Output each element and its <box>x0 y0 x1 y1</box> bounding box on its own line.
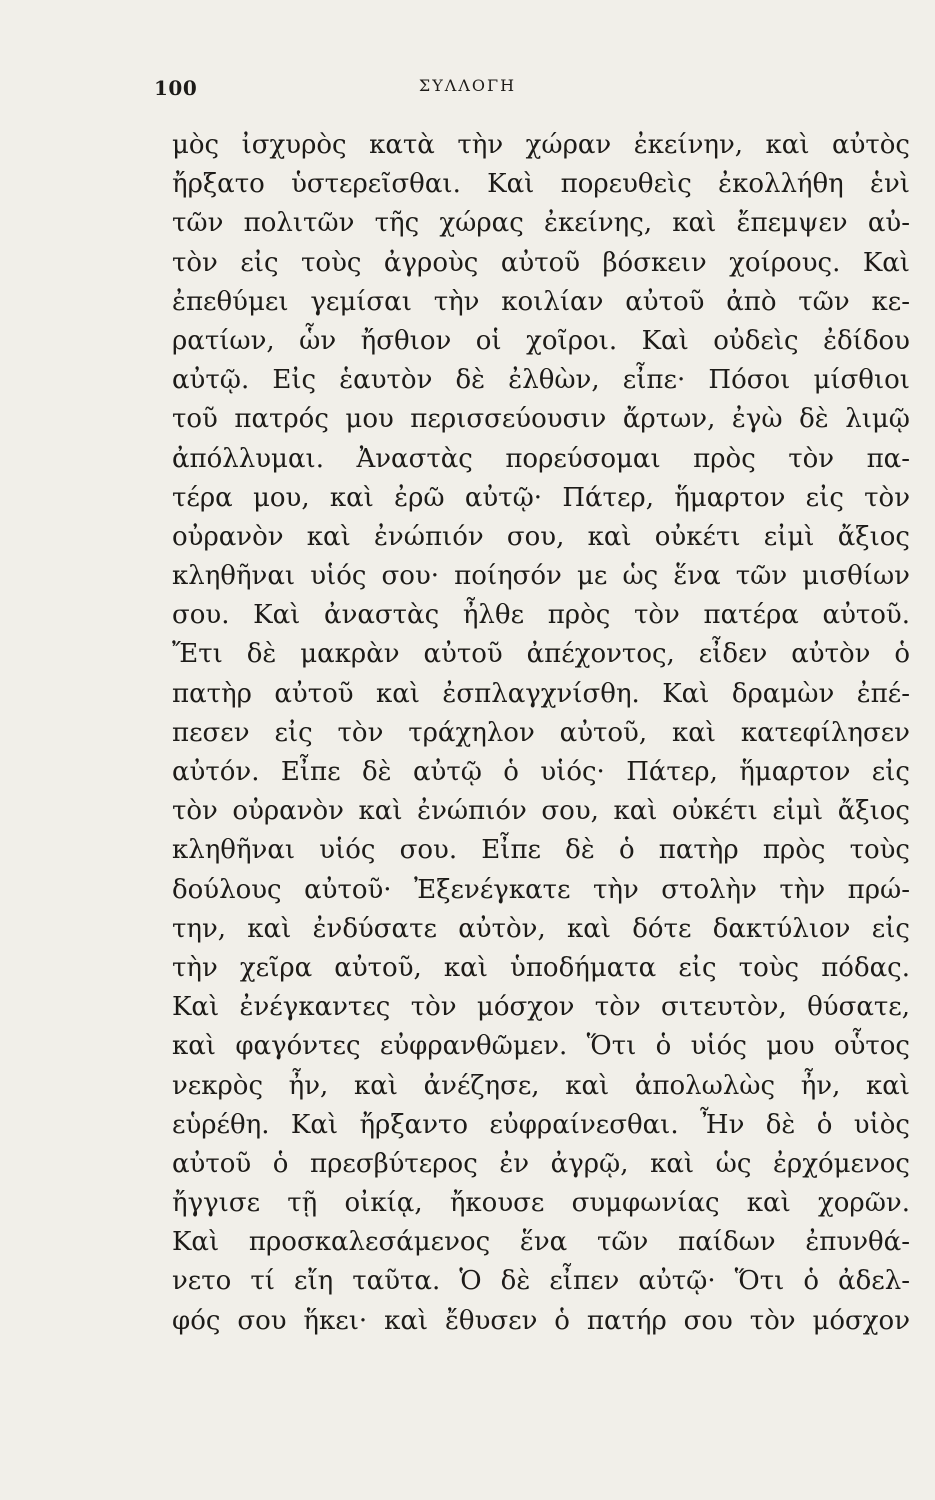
text-line: ἐπεθύμει γεμίσαι τὴν κοιλίαν αὐτοῦ ἀπὸ τῶν κε- <box>172 286 910 317</box>
text-line: φός σου ἥκει· καὶ ἔθυσεν ὁ πατήρ σου τὸν μόσχον <box>172 1305 910 1336</box>
text-line: μὸς ἰσχυρὸς κατὰ τὴν χώραν ἐκείνην, καὶ αὐτὸς <box>172 130 910 160</box>
text-line: αὐτόν. Εἶπε δὲ αὐτῷ ὁ υἱός· Πάτερ, ἥμαρτον εἰς <box>172 757 910 787</box>
text-line: εὑρέθη. Καὶ ἤρξαντο εὐφραίνεσθαι. Ἦν δὲ ὁ υἱὸς <box>172 1109 910 1140</box>
text-line: πεσεν εἰς τὸν τράχηλον αὐτοῦ, καὶ κατεφίλησεν <box>172 717 910 748</box>
text-line: ρατίων, ὧν ἤσθιον οἱ χοῖροι. Καὶ οὐδεὶς ἐδίδου <box>172 325 910 356</box>
text-line: πατὴρ αὐτοῦ καὶ ἐσπλαγχνίσθη. Καὶ δραμὼν ἐπέ- <box>172 678 910 709</box>
text-line: ἤρξατο ὑστερεῖσθαι. Καὶ πορευθεὶς ἐκολλήθη ἑνὶ <box>172 169 910 200</box>
text-line: δούλους αὐτοῦ· Ἐξενέγκατε τὴν στολὴν τὴν πρώ- <box>172 874 910 905</box>
running-head: ΣΥΛΛΟΓΗ <box>418 76 517 95</box>
text-line: νεκρὸς ἦν, καὶ ἀνέζησε, καὶ ἀπολωλὼς ἦν, καὶ <box>172 1070 910 1101</box>
text-line: αὐτοῦ ὁ πρεσβύτερος ἐν ἀγρῷ, καὶ ὡς ἐρχόμενος <box>172 1148 910 1179</box>
text-line: τῶν πολιτῶν τῆς χώρας ἐκείνης, καὶ ἔπεμψεν αὐ- <box>172 208 910 239</box>
text-line: κληθῆναι υἱός σου· ποίησόν με ὡς ἕνα τῶν μισθίων <box>172 561 910 592</box>
page-header <box>0 68 935 108</box>
text-line: την, καὶ ἐνδύσατε αὐτὸν, καὶ δότε δακτύλιον εἰς <box>172 913 910 944</box>
text-line: τέρα μου, καὶ ἐρῶ αὐτῷ· Πάτερ, ἥμαρτον εἰς τὸν <box>172 482 910 513</box>
text-line: τὴν χεῖρα αὐτοῦ, καὶ ὑποδήματα εἰς τοὺς πόδας. <box>172 952 910 983</box>
text-line: Ἔτι δὲ μακρὰν αὐτοῦ ἀπέχοντος, εἶδεν αὐτὸν ὁ <box>172 639 910 670</box>
text-line: κληθῆναι υἱός σου. Εἶπε δὲ ὁ πατὴρ πρὸς τοὺς <box>172 835 910 866</box>
body-text <box>172 126 910 1341</box>
text-line: τὸν οὐρανὸν καὶ ἐνώπιόν σου, καὶ οὐκέτι εἰμὶ ἄξιος <box>172 796 910 827</box>
text-line: τοῦ πατρός μου περισσεύουσιν ἄρτων, ἐγὼ δὲ λιμῷ <box>172 404 910 435</box>
page-number: 100 <box>154 76 198 100</box>
text-line: Καὶ προσκαλεσάμενος ἕνα τῶν παίδων ἐπυνθά- <box>172 1227 910 1258</box>
text-line: οὐρανὸν καὶ ἐνώπιόν σου, καὶ οὐκέτι εἰμὶ ἄξιος <box>172 521 910 552</box>
text-line: ἀπόλλυμαι. Ἀναστὰς πορεύσομαι πρὸς τὸν πα- <box>172 443 910 474</box>
text-line: Καὶ ἐνέγκαντες τὸν μόσχον τὸν σιτευτὸν, θύσατε, <box>172 992 910 1023</box>
text-line: καὶ φαγόντες εὐφρανθῶμεν. Ὅτι ὁ υἱός μου οὗτος <box>172 1031 910 1062</box>
text-line: νετο τί εἴη ταῦτα. Ὁ δὲ εἶπεν αὐτῷ· Ὅτι ὁ ἀδελ- <box>172 1266 910 1297</box>
text-line: σου. Καὶ ἀναστὰς ἦλθε πρὸς τὸν πατέρα αὐτοῦ. <box>172 600 910 631</box>
text-line: αὐτῷ. Εἰς ἑαυτὸν δὲ ἐλθὼν, εἶπε· Πόσοι μίσθιοι <box>172 365 910 396</box>
text-line: ἤγγισε τῇ οἰκίᾳ, ἤκουσε συμφωνίας καὶ χορῶν. <box>172 1188 910 1219</box>
text-line: τὸν εἰς τοὺς ἀγροὺς αὐτοῦ βόσκειν χοίρους. Καὶ <box>172 247 910 278</box>
